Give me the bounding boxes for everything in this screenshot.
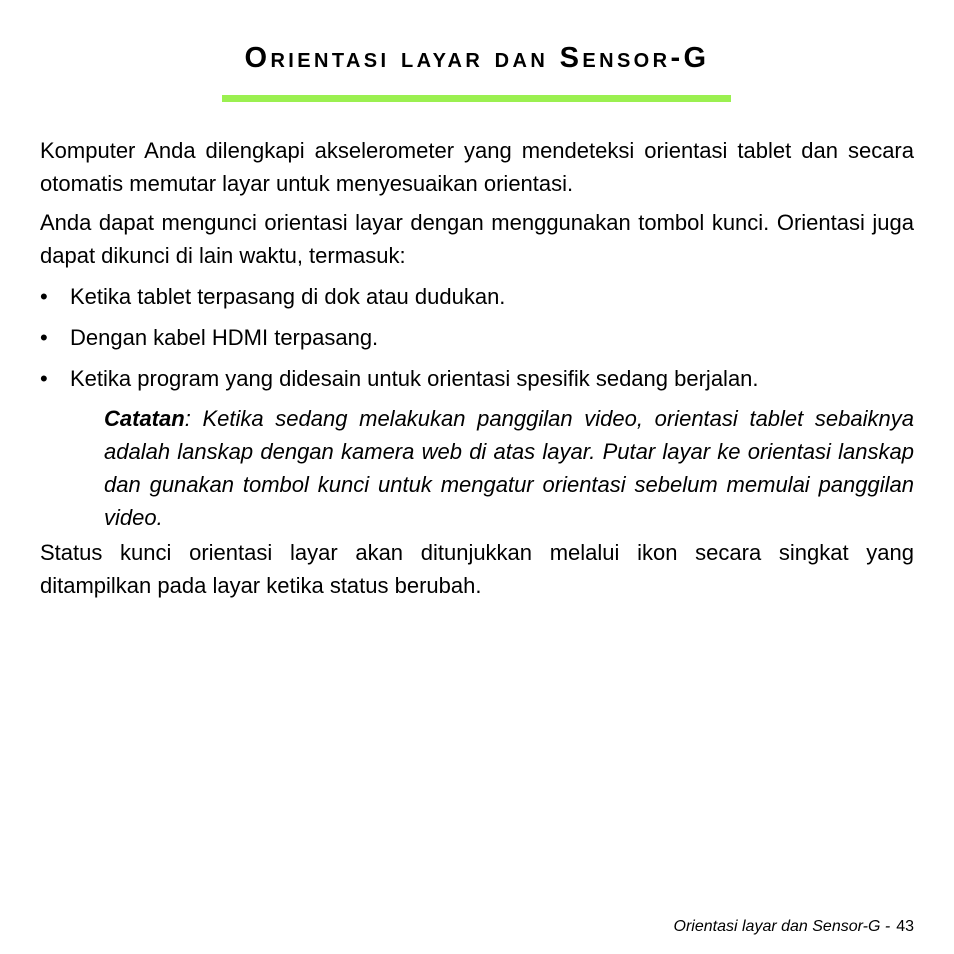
note-block xyxy=(104,402,914,534)
bullet-icon: • xyxy=(40,366,48,391)
note-label: Catatan xyxy=(104,406,185,431)
list-item-text: Ketika tablet terpasang di dok atau dudukan. xyxy=(70,284,506,309)
list-item xyxy=(40,362,914,403)
lock-conditions-list xyxy=(40,280,914,403)
page-number: 43 xyxy=(896,918,914,935)
footer-section-title: Orientasi layar dan Sensor-G - xyxy=(673,918,891,935)
note-text: : Ketika sedang melakukan panggilan video, orientasi tablet sebaiknya adalah lanskap dengan kamera web di atas layar. Putar layar ke orientasi lanskap dan gunakan tombol kunci untuk mengatur orientasi sebelum memulai panggilan video. xyxy=(104,406,914,530)
lock-paragraph: Anda dapat mengunci orientasi layar dengan menggunakan tombol kunci. Orientasi juga dapat dikunci di lain waktu, termasuk: xyxy=(40,210,914,268)
list-item-text: Dengan kabel HDMI terpasang. xyxy=(70,325,379,350)
list-item-text: Ketika program yang didesain untuk orientasi spesifik sedang berjalan. xyxy=(70,366,759,391)
page-title: Orientasi layar dan Sensor-G xyxy=(244,42,710,74)
intro-paragraph: Komputer Anda dilengkapi akselerometer yang mendeteksi orientasi tablet dan secara otomatis memutar layar untuk menyesuaikan orientasi. xyxy=(40,138,914,196)
list-item xyxy=(40,321,914,362)
list-item xyxy=(40,280,914,321)
title-underline xyxy=(222,95,731,102)
bullet-icon: • xyxy=(40,325,48,350)
bullet-icon: • xyxy=(40,284,48,309)
page-footer xyxy=(674,916,914,938)
status-paragraph: Status kunci orientasi layar akan ditunjukkan melalui ikon secara singkat yang ditampilkan pada layar ketika status berubah. xyxy=(40,540,914,598)
